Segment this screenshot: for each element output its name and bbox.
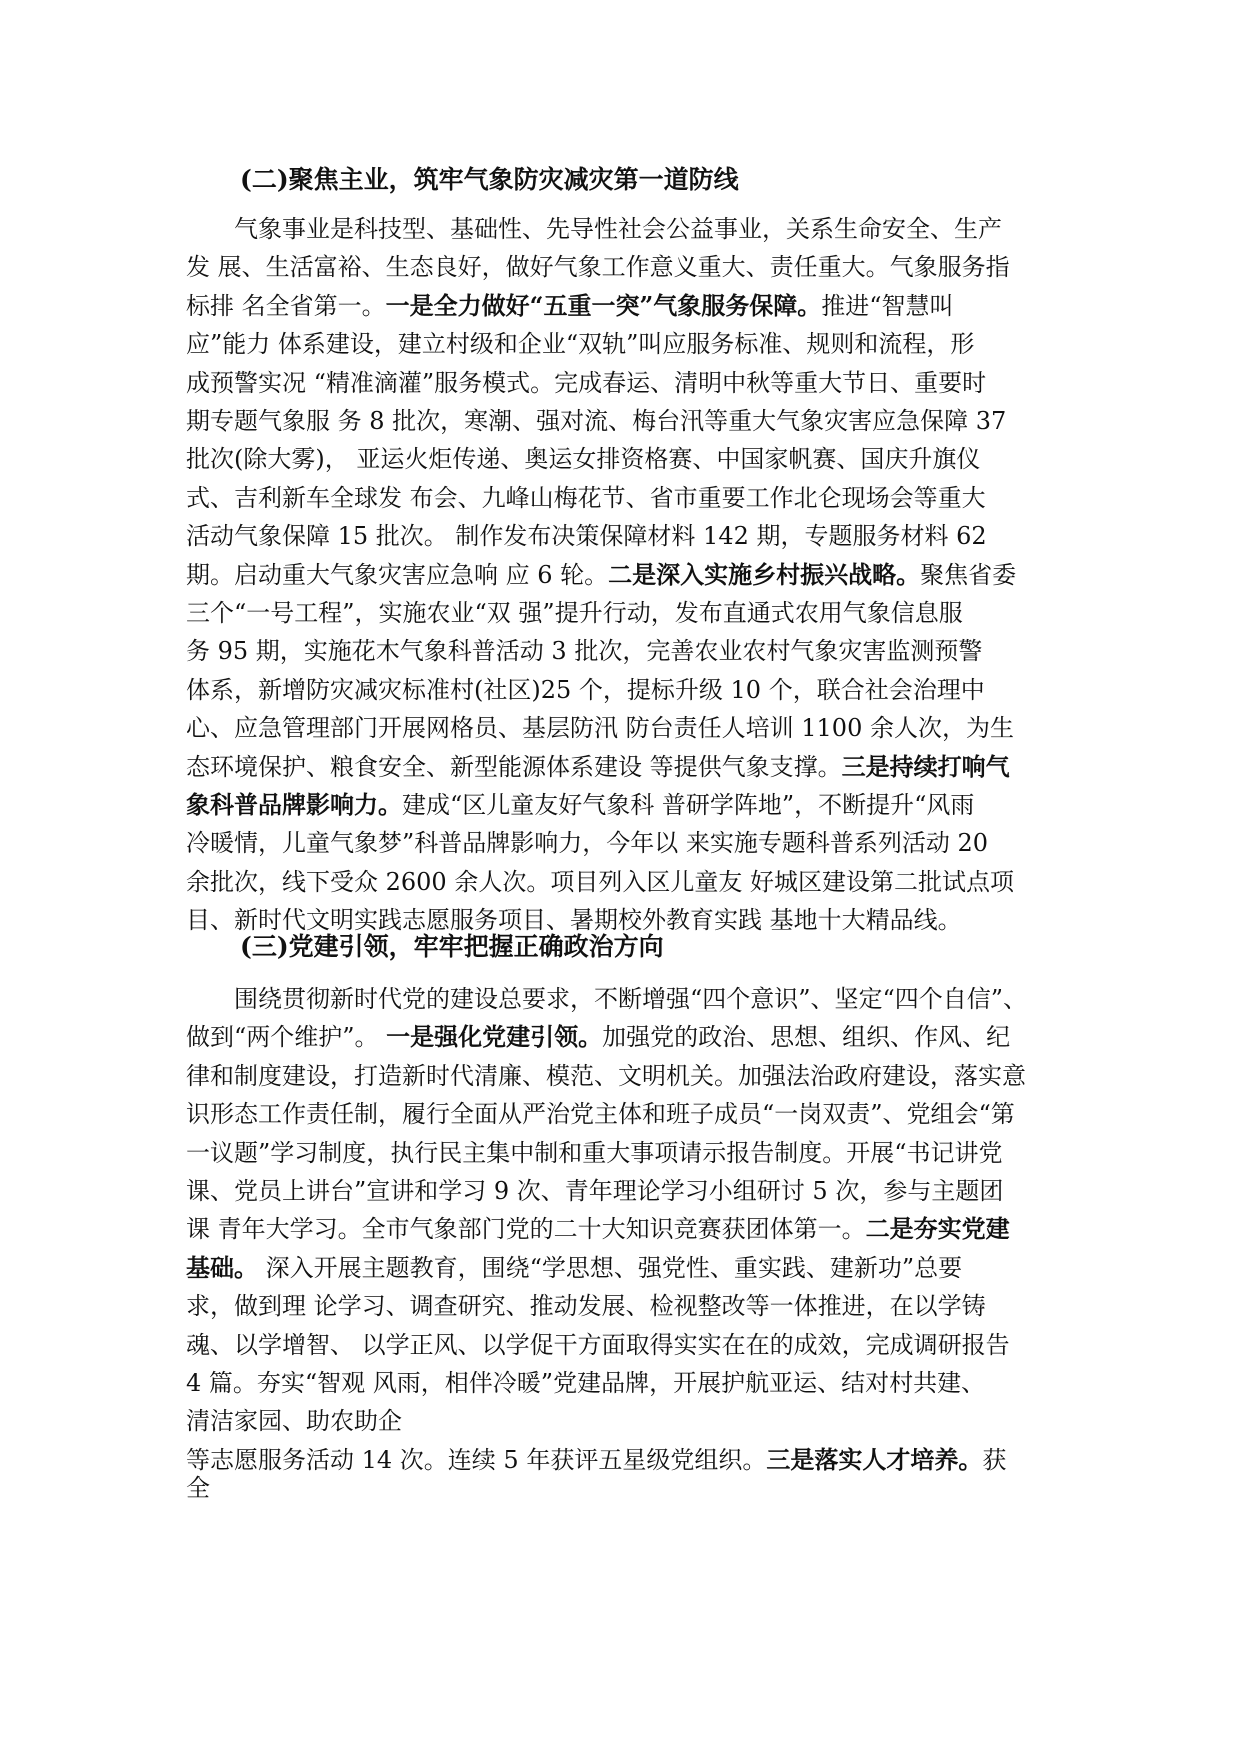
- text-run: 律和制度建设，打造新时代清廉、模范、文明机关。加强法治政府建设，落实意: [186, 1061, 1026, 1090]
- bold-emphasis: 象科普品牌影响力。: [186, 790, 402, 819]
- text-run: 4 篇。夯实“智观 风雨，相伴冷暖”党建品牌，开展护航亚运、结对村共建、: [186, 1369, 986, 1397]
- bold-emphasis: 三是落实人才培养。: [766, 1444, 983, 1474]
- text-line: [186, 1289, 1046, 1323]
- text-run: 聚焦省委: [920, 560, 1017, 589]
- text-line: [186, 982, 1046, 1016]
- text-line: [186, 1097, 1046, 1131]
- text-line: [186, 1020, 1046, 1054]
- text-run: 期专题气象服 务 8 批次，寒潮、强对流、梅台汛等重大气象灾害应急保障 37: [186, 407, 1007, 435]
- text-line: [186, 1059, 1046, 1093]
- text-run: 活动气象保障 15 批次。 制作发布决策保障材料 142 期，专题服务材料 62: [186, 522, 987, 551]
- text-line: [186, 788, 1046, 822]
- section-heading: (二)聚焦主业，筑牢气象防灾减灾第一道防线: [240, 165, 739, 194]
- bold-emphasis: 三是持续打响气: [841, 751, 1010, 781]
- text-run: 推进“智慧叫: [821, 291, 954, 320]
- text-line: [186, 558, 1046, 592]
- text-run: 建成“区儿童友好气象科 普研学阵地”，不断提升“风雨: [402, 791, 975, 819]
- text-line: [186, 1212, 1046, 1246]
- text-run: 式、吉利新车全球发 布会、九峰山梅花节、省市重要工作北仑现场会等重大: [186, 483, 986, 512]
- bold-emphasis: 一是全力做好“五重一突”气象服务保障。: [385, 290, 822, 320]
- text-line: [186, 1136, 1046, 1170]
- text-run: 加强党的政治、思想、组织、作风、纪: [602, 1023, 1011, 1052]
- text-run: 全: [186, 1474, 210, 1503]
- text-run: 应”能力 体系建设，建立村级和企业“双轨”叫应服务标准、规则和流程，形: [186, 330, 975, 359]
- text-line: [186, 1328, 1046, 1362]
- text-line: [186, 1404, 1046, 1438]
- text-line: [186, 865, 1046, 899]
- text-run: 等志愿服务活动 14 次。连续 5 年获评五星级党组织。: [186, 1445, 767, 1474]
- text-line: [186, 673, 1046, 707]
- text-line: [186, 1174, 1046, 1208]
- text-run: 期。启动重大气象灾害应急响 应 6 轮。: [186, 560, 609, 589]
- text-run: 心、应急管理部门开展网格员、基层防汛 防台责任人培训 1100 余人次，为生: [186, 714, 1014, 743]
- text-run: 课、党员上讲台”宣讲和学习 9 次、青年理论学习小组研讨 5 次，参与主题团: [186, 1177, 1004, 1205]
- text-run: 魂、以学增智、 以学正风、以学促干方面取得实实在在的成效，完成调研报告: [186, 1330, 1010, 1359]
- text-line: [186, 750, 1046, 784]
- text-run: 气象事业是科技型、基础性、先导性社会公益事业，关系生命安全、生产: [186, 215, 1002, 243]
- text-line: [186, 366, 1046, 400]
- text-run: 获: [982, 1445, 1007, 1474]
- text-run: 成预警实况 “精准滴灌”服务模式。完成春运、清明中秋等重大节日、重要时: [186, 368, 987, 397]
- text-line: [186, 250, 1046, 284]
- text-line: [186, 442, 1046, 476]
- text-line: [186, 711, 1046, 745]
- text-line: [186, 634, 1046, 668]
- text-run: 三个“一号工程”，实施农业“双 强”提升行动，发布直通式农用气象信息服: [186, 599, 963, 627]
- text-run: 一议题”学习制度，执行民主集中制和重大事项请示报告制度。开展“书记讲党: [186, 1138, 1003, 1167]
- text-run: 识形态工作责任制，履行全面从严治党主体和班子成员“一岗双责”、党组会“第: [186, 1100, 1015, 1129]
- text-run: 目、新时代文明实践志愿服务项目、暑期校外教育实践 基地十大精品线。: [186, 906, 962, 935]
- text-line: [186, 519, 1046, 553]
- text-line: [186, 1471, 1046, 1505]
- text-line: [186, 481, 1046, 515]
- text-run: 冷暖情，儿童气象梦”科普品牌影响力，今年以 来实施专题科普系列活动 20: [186, 829, 989, 858]
- text-run: 标排 名全省第一。: [186, 291, 386, 320]
- text-line: [186, 212, 1046, 246]
- text-run: 体系，新增防灾减灾标准村(社区)25 个，提标升级 10 个，联合社会治理中: [186, 675, 985, 704]
- text-line: [186, 1251, 1046, 1285]
- text-line: [186, 1366, 1046, 1400]
- text-run: 发 展、生活富裕、生态良好，做好气象工作意义重大、责任重大。气象服务指: [186, 253, 1010, 282]
- text-run: 务 95 期，实施花木气象科普活动 3 批次，完善农业农村气象灾害监测预警: [186, 637, 983, 666]
- bold-emphasis: 基础。: [186, 1252, 258, 1282]
- text-line: [186, 327, 1046, 361]
- text-line: [186, 289, 1046, 323]
- text-line: [186, 596, 1046, 630]
- text-run: 批次(除大雾)， 亚运火炬传递、奥运女排资格赛、中国家帆赛、国庆升旗仪: [186, 445, 981, 474]
- bold-emphasis: 一是强化党建引领。: [386, 1022, 603, 1052]
- bold-emphasis: 二是夯实党建: [865, 1214, 1010, 1244]
- bold-emphasis: 二是深入实施乡村振兴战略。: [608, 559, 921, 589]
- text-run: 余批次，线下受众 2600 余人次。项目列入区儿童友 好城区建设第二批试点项: [186, 867, 1014, 896]
- text-run: 做到“两个维护”。: [186, 1023, 387, 1052]
- text-run: 求，做到理 论学习、调查研究、推动发展、检视整改等一体推进，在以学铸: [186, 1292, 986, 1321]
- text-line: [186, 404, 1046, 438]
- text-run: 深入开展主题教育，围绕“学思想、强党性、重实践、建新功”总要: [258, 1253, 963, 1282]
- section-heading: (三)党建引领，牢牢把握正确政治方向: [240, 932, 664, 961]
- text-line: [186, 826, 1046, 860]
- text-run: 清洁家园、助农助企: [186, 1407, 402, 1436]
- text-run: 态环境保护、粮食安全、新型能源体系建设 等提供气象支撑。: [186, 752, 842, 781]
- text-run: 围绕贯彻新时代党的建设总要求，不断增强“四个意识”、坚定“四个自信”、: [186, 985, 1028, 1013]
- text-run: 课 青年大学习。全市气象部门党的二十大知识竞赛获团体第一。: [186, 1215, 866, 1244]
